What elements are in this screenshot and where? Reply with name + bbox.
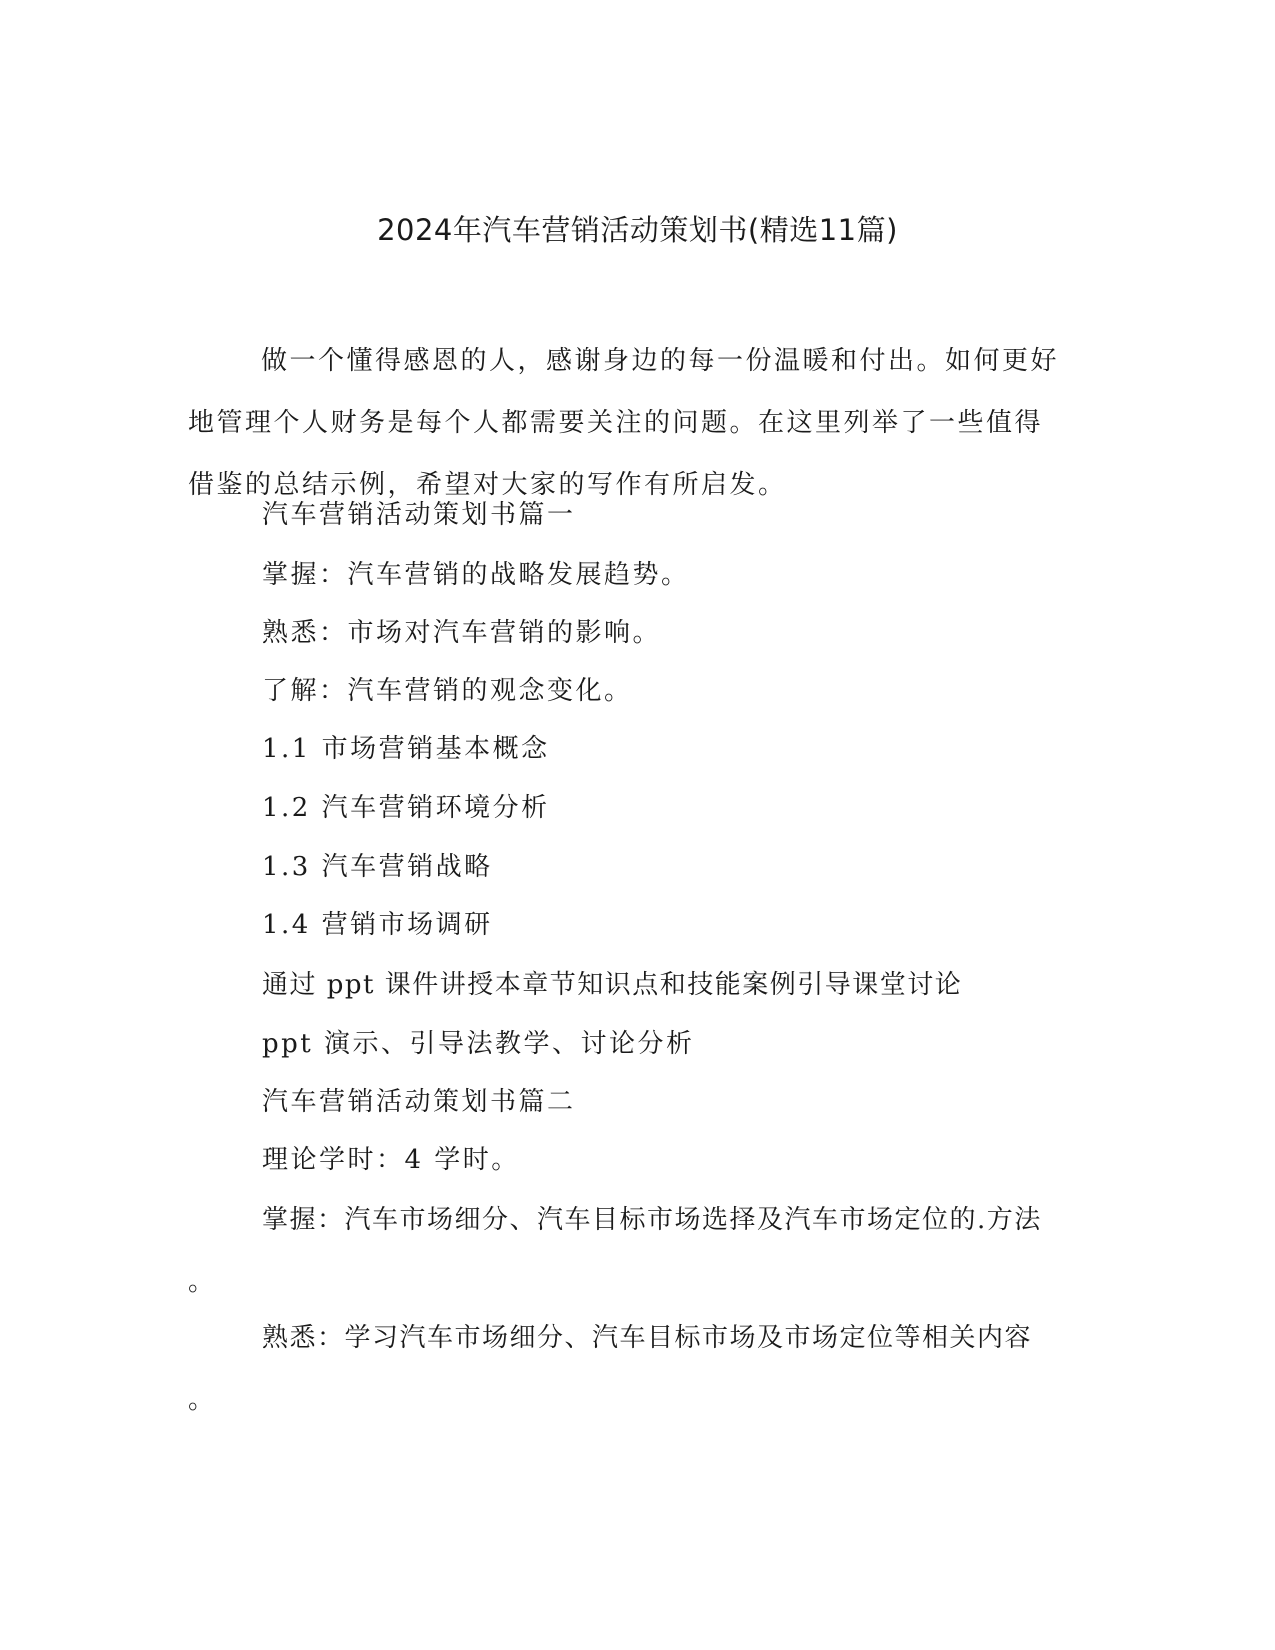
text-line: 了解：汽车营销的观念变化。	[262, 676, 633, 706]
text-line: 1.3 汽车营销战略	[262, 852, 493, 882]
text-line: 。	[188, 1267, 215, 1297]
document-title: 2024年汽车营销活动策划书(精选11篇)	[377, 213, 898, 247]
text-line: ppt 演示、引导法教学、讨论分析	[262, 1029, 695, 1059]
text-line: 理论学时：4 学时。	[262, 1145, 520, 1175]
section-heading-2: 汽车营销活动策划书篇二	[262, 1087, 576, 1117]
text-line: 。	[188, 1385, 215, 1415]
intro-paragraph: 做一个懂得感恩的人，感谢身边的每一份温暖和付出。如何更好地管理个人财务是每个人都需要关注的问题。在这里列举了一些值得借鉴的总结示例，希望对大家的写作有所启发。	[188, 346, 1060, 500]
text-line: 掌握：汽车营销的战略发展趋势。	[262, 560, 690, 590]
section-heading-1: 汽车营销活动策划书篇一	[262, 500, 576, 530]
text-line: 1.2 汽车营销环境分析	[262, 793, 550, 823]
text-line: 掌握：汽车市场细分、汽车目标市场选择及汽车市场定位的.方法	[262, 1205, 1042, 1235]
text-line: 熟悉：市场对汽车营销的影响。	[262, 618, 662, 648]
text-line: 1.4 营销市场调研	[262, 910, 493, 940]
text-line: 通过 ppt 课件讲授本章节知识点和技能案例引导课堂讨论	[262, 970, 963, 1000]
text-line: 1.1 市场营销基本概念	[262, 734, 550, 764]
text-line: 熟悉：学习汽车市场细分、汽车目标市场及市场定位等相关内容	[262, 1323, 1033, 1353]
